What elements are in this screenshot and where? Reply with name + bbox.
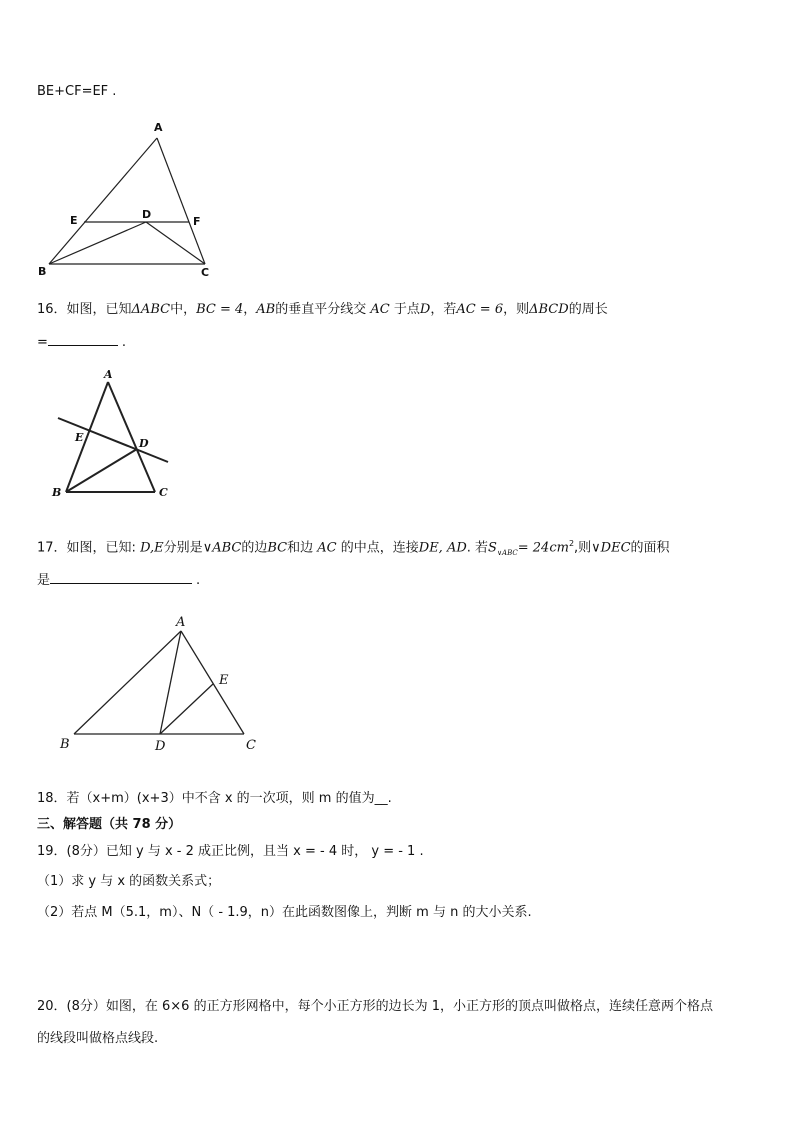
fig15-label-d: D (142, 208, 152, 221)
fig16-label-e: E (75, 431, 84, 444)
q16-line1: 16．如图，已知ΔABC中，BC = 4，AB的垂直平分线交 AC 于点D，若AC = 6，则ΔBCD的周长 (37, 302, 608, 317)
q20-line2: 的线段叫做格点线段. (37, 1031, 159, 1046)
q19-line1: 19．(8分）已知 y 与 x - 2 成正比例，且当 x = - 4 时， y = - 1 . (37, 844, 424, 859)
fig15-label-b: B (38, 265, 47, 278)
fig15-label-f: F (193, 215, 201, 228)
q19-line3: （2）若点 M（5.1，m）、N（ - 1.9，n）在此函数图像上，判断 m 与 n 的大小关系. (37, 905, 532, 920)
section-3-heading: 三、解答题（共 78 分） (37, 817, 182, 832)
fig17-label-c: C (246, 738, 256, 753)
q17-line1: 17．如图，已知: D,E分别是∨ABC的边BC和边 AC 的中点，连接DE, AD. 若$S_{\vee ABC}= 24cm^2$,则∨DEC的面积 (37, 539, 670, 557)
q17-line2: 是 . (37, 573, 201, 588)
q17-answer-blank[interactable] (50, 571, 192, 584)
fig17-label-e: E (219, 673, 229, 688)
q18-text: 18．若（x+m）(x+3）中不含 x 的一次项，则 m 的值为__. (37, 791, 392, 806)
fig15-label-e: E (70, 214, 78, 227)
fig17-label-d: D (155, 739, 166, 754)
q16-answer-blank[interactable] (48, 333, 118, 346)
q15-tail: BE+CF=EF . (37, 84, 117, 99)
fig16-label-b: B (52, 486, 62, 499)
q20-line1: 20．(8分）如图，在 6×6 的正方形网格中，每个小正方形的边长为 1，小正方形的顶点叫做格点，连续任意两个格点 (37, 999, 713, 1014)
fig15-label-c: C (201, 266, 210, 279)
q19-line2: （1）求 y 与 x 的函数关系式； (37, 874, 221, 889)
fig17-label-b: B (60, 737, 70, 752)
fig17-label-a: A (176, 615, 186, 630)
fig16-label-d: D (139, 437, 149, 450)
q16-line2: = . (37, 335, 127, 350)
fig15-label-a: A (154, 121, 163, 134)
fig16-label-a: A (104, 368, 113, 381)
fig16-label-c: C (159, 486, 168, 499)
